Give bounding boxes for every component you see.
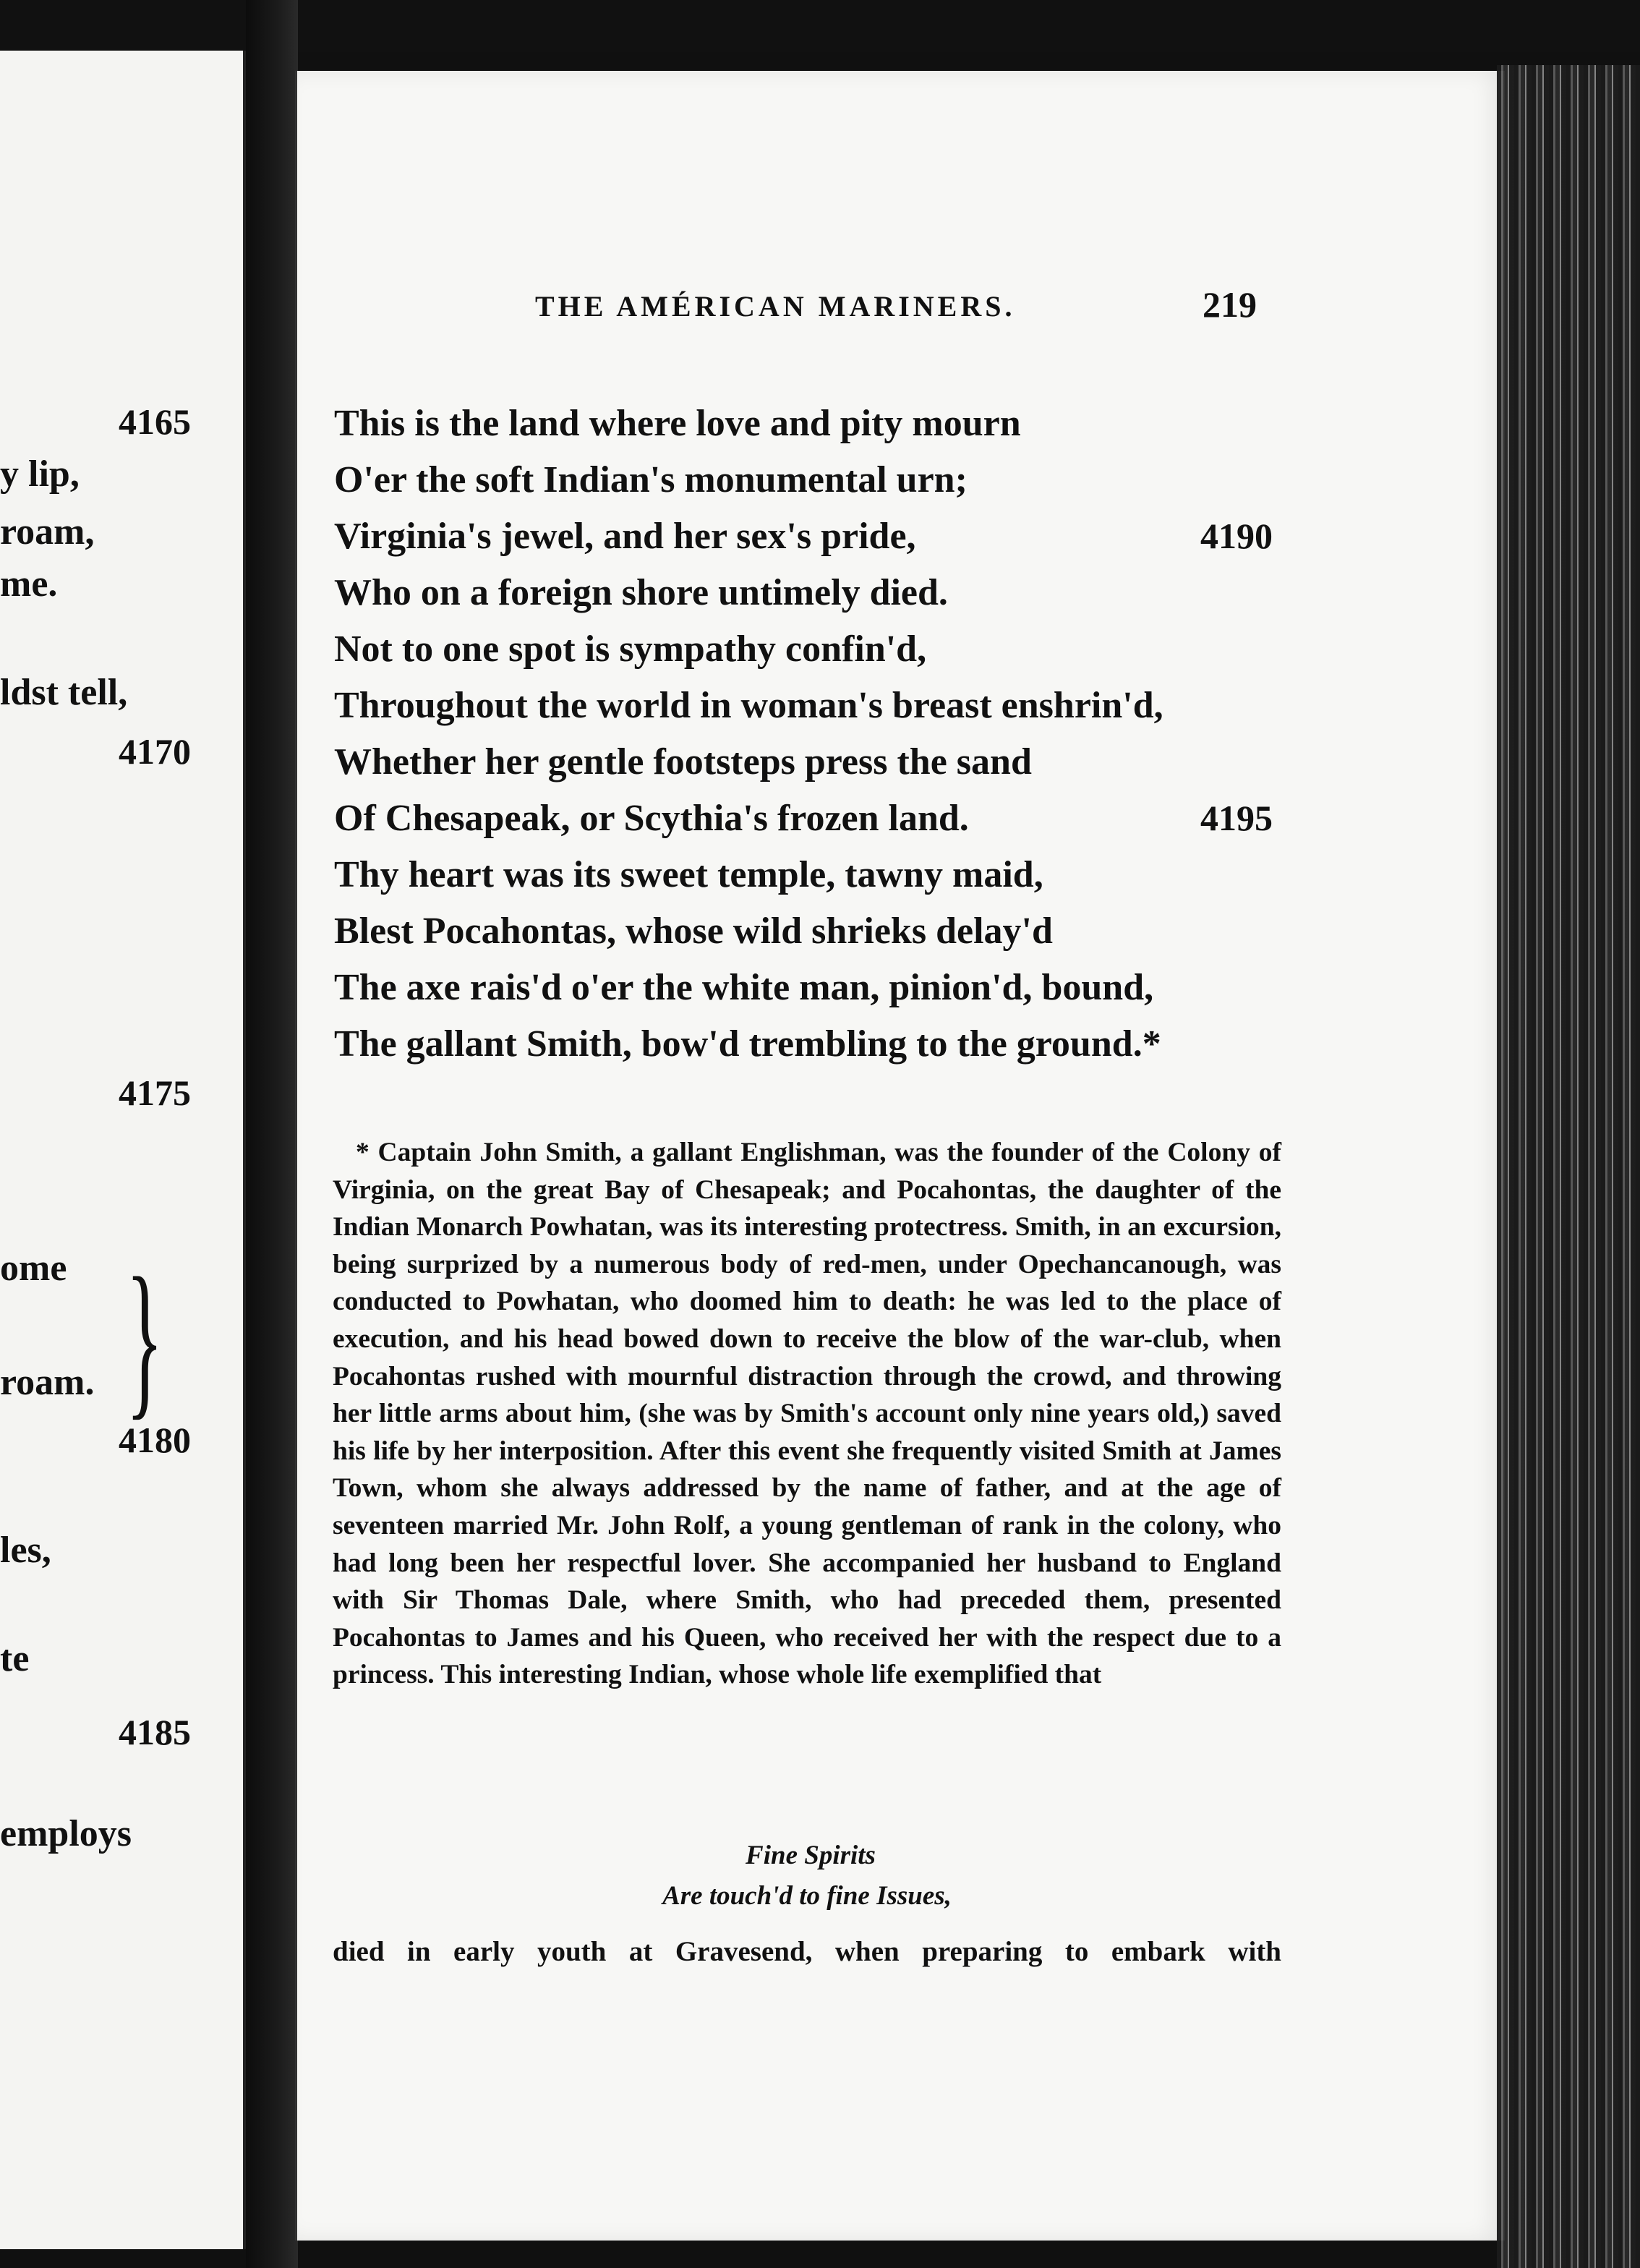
book-fore-edge bbox=[1497, 65, 1640, 2268]
poem-line: Of Chesapeak, or Scythia's frozen land. bbox=[334, 798, 969, 839]
footnote-text: * Captain John Smith, a gallant Englishman, was the founder of the Colony of Virginia, on the great Bay of Chesapeak; and Pocahontas, the daughter of the Indian Monarch Powhatan, was its interesting protectress. Smith, in an excursion, being surprized by a numerous body of red-men, under Opechancanough, was conducted to Powhatan, who doomed him to death: he was led to the place of execution, and his head bowed down to receive the blow of the war-club, when Pocahontas rushed with mournful distraction through the crowd, and throwing her little arms about him, (she was by Smith's account only nine years old,) saved his life by her interposition. After this event she frequently visited Smith at James Town, whom she always addressed by the name of father, and at the age of seventeen married Mr. John Rolf, a young gentleman of rank in the colony, who had long been her respectful lover. She accompanied her husband to England with Sir Thomas Dale, where Smith, who had preceded them, presented Pocahontas to James and his Queen, who received her with the respect due to a princess. This interesting Indian, whose whole life exemplified that bbox=[333, 1138, 1281, 1690]
running-title: THE AMÉRICAN MARINERS. bbox=[535, 290, 1016, 323]
poem-line: Who on a foreign shore untimely died. bbox=[334, 572, 948, 613]
footnote-quotation bbox=[333, 1836, 1281, 1917]
left-line-text: y lip, bbox=[0, 453, 80, 495]
left-line-number: 4170 bbox=[119, 731, 191, 772]
left-line-number: 4185 bbox=[119, 1712, 191, 1752]
poem-line: The axe rais'd o'er the white man, pinion'd, bound, bbox=[334, 967, 1154, 1008]
left-line-number: 4180 bbox=[119, 1420, 191, 1460]
brace-glyph: } bbox=[126, 1242, 163, 1434]
line-number: 4195 bbox=[1200, 798, 1273, 838]
quotation-line: Are touch'd to fine Issues, bbox=[662, 1881, 952, 1911]
poem-line: Throughout the world in woman's breast enshrin'd, bbox=[334, 685, 1163, 726]
book-gutter bbox=[246, 0, 298, 2268]
left-line-text: les, bbox=[0, 1530, 51, 1571]
left-line-number: 4165 bbox=[119, 401, 191, 442]
poem-line: Thy heart was its sweet temple, tawny maid, bbox=[334, 854, 1043, 895]
poem-line: O'er the soft Indian's monumental urn; bbox=[334, 459, 968, 500]
poem-line: Virginia's jewel, and her sex's pride, bbox=[334, 516, 916, 557]
poem-line: Whether her gentle footsteps press the sand bbox=[334, 741, 1032, 783]
left-line-text: me. bbox=[0, 563, 58, 605]
left-line-text: roam. bbox=[0, 1362, 95, 1403]
left-line-text: te bbox=[0, 1638, 30, 1679]
left-line-text: ldst tell, bbox=[0, 672, 128, 713]
footnote bbox=[333, 1134, 1281, 1694]
quotation-line: Fine Spirits bbox=[746, 1841, 876, 1870]
footnote-continuation: died in early youth at Gravesend, when preparing to embark with bbox=[333, 1936, 1281, 1967]
left-line-number: 4175 bbox=[119, 1073, 191, 1113]
poem-line: Not to one spot is sympathy confin'd, bbox=[334, 628, 927, 670]
left-line-text: ome bbox=[0, 1248, 67, 1289]
previous-page-fragment bbox=[0, 51, 246, 2249]
poem-line: This is the land where love and pity mourn bbox=[334, 403, 1021, 444]
poem-line: Blest Pocahontas, whose wild shrieks delay'd bbox=[334, 911, 1053, 952]
line-number: 4190 bbox=[1200, 516, 1273, 556]
left-line-text: roam, bbox=[0, 511, 95, 553]
poem-line: The gallant Smith, bow'd trembling to the ground.* bbox=[334, 1023, 1161, 1065]
left-line-text: employs bbox=[0, 1813, 132, 1854]
page-number: 219 bbox=[1203, 284, 1257, 325]
